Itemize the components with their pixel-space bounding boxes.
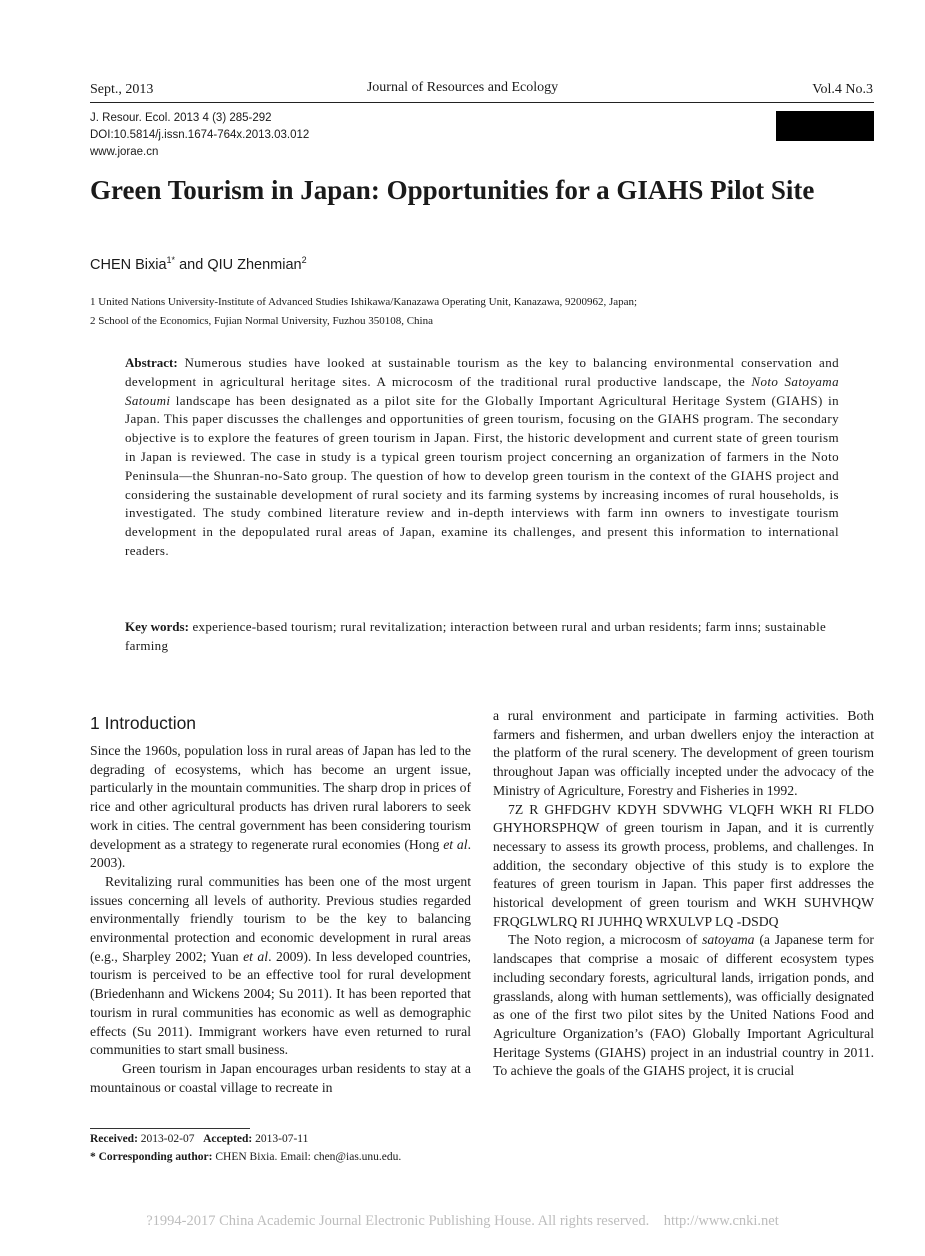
paragraph-1: [90, 742, 471, 873]
section-heading: 1 Introduction: [90, 713, 197, 733]
paragraph-1-end: . 2003).: [90, 836, 471, 871]
paragraph-r3-end: (a Japanese term for landscapes that comprise a mosaic of different ecosystem types including secondary forests, agricultural lands, irrigation ponds, and grasslands, along with human settlements), was officially designated as one of the first two pilot sites by the United Nations Food and Agriculture Organization’s (FAO) Globally Important Agricultural Heritage Systems (GIAHS) project in an industrial country in 2011. To achieve the goals of the GIAHS project, it is crucial: [493, 932, 874, 1079]
author-2-sup: 2: [301, 255, 307, 265]
author-2: QIU Zhenmian: [207, 256, 302, 273]
author-1: CHEN Bixia: [90, 256, 167, 273]
abstract-label: Abstract:: [125, 355, 178, 370]
abstract-italic: Noto Satoyama Satoumi: [125, 373, 839, 408]
keywords: [125, 618, 839, 656]
accepted-label: Accepted:: [203, 1133, 253, 1145]
cnki-watermark: ?1994-2017 China Academic Journal Electronic Publishing House. All rights reserved. http://www.cnki.net: [146, 1213, 779, 1229]
et-al: et al: [243, 948, 269, 964]
citation: J. Resour. Ecol. 2013 4 (3) 285-292: [90, 112, 272, 124]
header-date: Sept., 2013: [90, 82, 154, 97]
received-label: Received:: [90, 1133, 138, 1145]
satoyama-term: satoyama: [702, 932, 755, 948]
paragraph-2: [90, 873, 471, 1060]
keywords-text: experience-based tourism; rural revitalization; interaction between rural and urban residents; farm inns; sustainable farming: [125, 619, 827, 653]
garbled-text-2: WKH SUHVHQW FRQGLWLRQ RI JUHHQ WRXULVP LQ -DSDQ: [493, 895, 874, 929]
header-journal: Journal of Resources and Ecology: [366, 80, 559, 95]
corresponding-text: CHEN Bixia. Email: chen@ias.unu.edu.: [212, 1151, 402, 1163]
received-accepted: [90, 1133, 308, 1145]
paragraph-1-text: Since the 1960s, population loss in rural areas of Japan has led to the degrading of ecosystems, which has become an urgent issue, particularly in the mountain communities. The sharp drop in prices of rice and other agricultural products has driven rural laborers to seek work in cities. The central government has been considering tourism development as a strategy to regenerate rural economies (Hong: [90, 743, 472, 852]
right-column: [493, 707, 874, 1081]
et-al: et al: [443, 836, 468, 852]
abstract-text-2: landscape has been designated as a pilot site for the Globally Important Agricultural Heritage System (GIAHS) in Japan. This paper discusses the challenges and opportunities of green tourism, focusing on the GIAHS program. The secondary objective is to explore the features of green tourism in Japan. First, the historic development and current state of green tourism in Japan is reviewed. The case in study is a typical green tourism project concerning an organization of farmers in the Noto Peninsula—the Shunran-no-Sato group. The question of how to develop green tourism in the context of the GIAHS project and considering the sustainable development of rural society and its farming systems by increasing incomes of rural households, is investigated. The study combined literature review and in-depth interviews with farm inn owners to investigate tourism development in the depopulated rural areas of Japan, examine its challenges, and present this information to international readers.: [125, 392, 839, 558]
paragraph-r3: [493, 931, 874, 1081]
paragraph-3: Green tourism in Japan encourages urban residents to stay at a mountainous or coastal village to recreate in: [90, 1060, 471, 1095]
paragraph-r2: [493, 801, 874, 932]
affiliation-1: 1 United Nations University-Institute of Advanced Studies Ishikawa/Kanazawa Operating Unit, Kanazawa, 9200962, Japan;: [90, 296, 638, 308]
abstract-text-1: Numerous studies have looked at sustainable tourism as the key to balancing environmental conservation and development in agricultural heritage sites. A microcosm of the traditional rural productive landscape, the: [125, 355, 839, 389]
garbled-text-1: 7Z R GHFDGHV KDYH SDVWHG VLQFH WKH RI FLDO GHYHORSPHQW: [493, 801, 874, 836]
accepted-date: 2013-07-11: [252, 1133, 309, 1145]
paper-title: Green Tourism in Japan: Opportunities for a GIAHS Pilot Site: [90, 175, 815, 205]
corresponding-label: * Corresponding author:: [90, 1151, 213, 1163]
author-line: [90, 255, 307, 273]
corresponding-author: [90, 1151, 401, 1163]
footnote-rule: [90, 1128, 250, 1129]
paragraph-r3-text: The Noto region, a microcosm of: [508, 932, 703, 948]
left-column: [90, 707, 471, 1097]
abstract: [125, 354, 839, 561]
doi: DOI:10.5814/j.issn.1674-764x.2013.03.012: [90, 129, 310, 141]
redacted-box: [776, 111, 874, 141]
paragraph-2-text: Revitalizing rural communities has been one of the most urgent issues concerning all levels of authority. Previous studies regarded environmentally friendly tourism to be the key to balancing environmental protection and economic development in rural areas (e.g., Sharpley 2002; Yuan: [90, 873, 471, 964]
keywords-label: Key words:: [125, 619, 189, 634]
paragraph-r2-text: of green tourism in Japan, and it is currently necessary to assess its growth process, problems, and challenges. In addition, the secondary objective of this study is to explore the features of green tourism in Japan. This paper first addresses the historical development of green tourism and: [493, 820, 874, 911]
author-1-sup: 1*: [166, 255, 176, 265]
received-date: 2013-02-07: [137, 1133, 195, 1145]
paragraph-2-end: . 2009). In less developed countries, tourism is perceived to be an effective tool for rural development (Briedenhann and Wickens 2004; Su 2011). It has been reported that tourism in rural communities has economic as well as demographic effects (Su 2011). Immigrant workers have even returned to rural communities to start small business.: [90, 948, 471, 1058]
header-rule: [90, 102, 874, 103]
header-volume: Vol.4 No.3: [812, 82, 873, 97]
website-link[interactable]: www.jorae.cn: [90, 146, 159, 158]
paragraph-r1: a rural environment and participate in farming activities. Both farmers and fishermen, and urban dwellers enjoy the interaction at the platform of the rural scenery. The development of green tourism throughout Japan was officially incepted under the advocacy of the Ministry of Agriculture, Forestry and Fisheries in 1992.: [493, 708, 874, 798]
affiliation-2: 2 School of the Economics, Fujian Normal University, Fuzhou 350108, China: [90, 315, 433, 327]
author-connector: and: [175, 256, 208, 273]
